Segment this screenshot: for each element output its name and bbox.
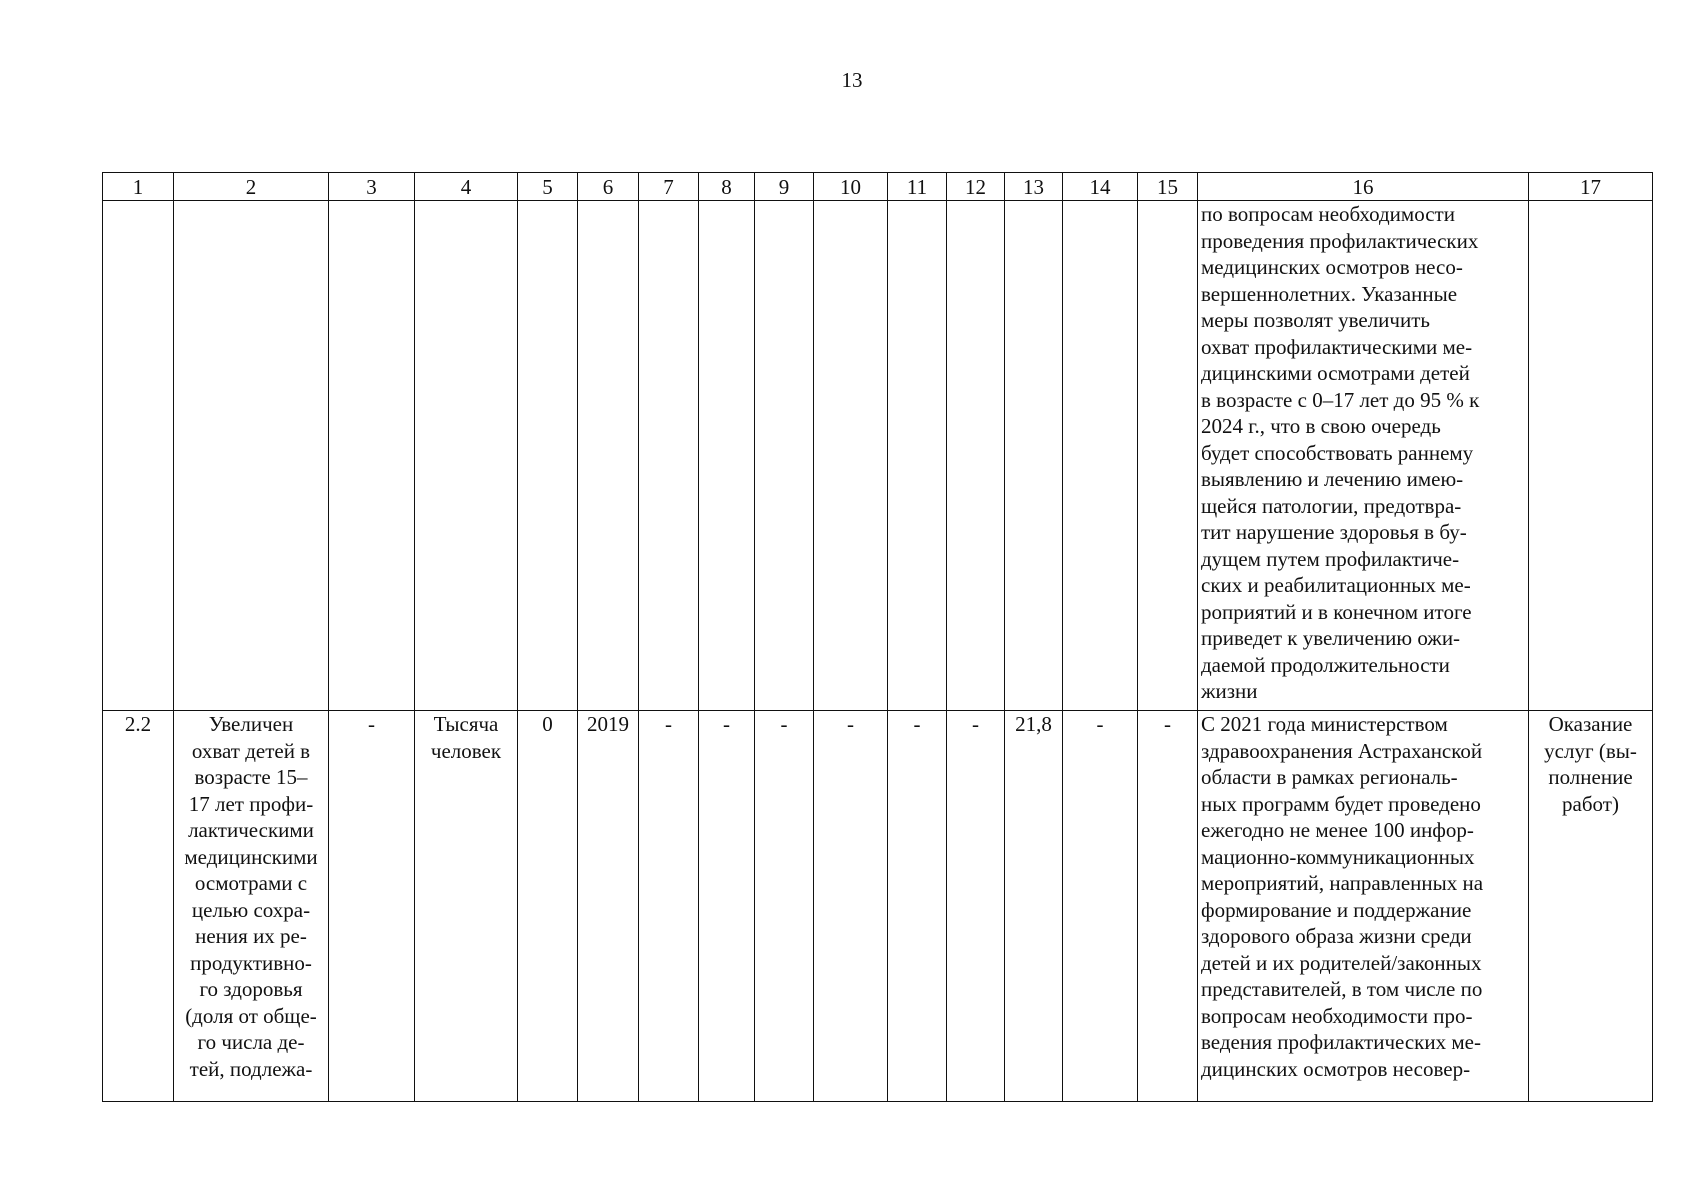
table-cell <box>329 201 415 711</box>
table-cell <box>1005 201 1063 711</box>
table-cell: - <box>888 711 947 1102</box>
column-number: 16 <box>1198 173 1529 201</box>
table-row <box>103 201 1653 711</box>
measure-description-cell: С 2021 года министерством здравоохранения Астраханской области в рамках региональ- ных программ будет проведено ежегодно не менее 100 инфор- мационно-коммуникационных мероприятий, направленных на формирование и поддержание здорового образа жизни среди детей и их родителей/законных представителей, в том числе по вопросам необходимости про- ведения профилактических ме- дицинских осмотров несовер- <box>1198 711 1529 1102</box>
table-cell: - <box>639 711 699 1102</box>
table-cell: - <box>947 711 1005 1102</box>
column-number: 7 <box>639 173 699 201</box>
column-number: 4 <box>415 173 518 201</box>
table-cell <box>415 201 518 711</box>
table-cell <box>699 201 755 711</box>
unit-cell: Тысяча человек <box>415 711 518 1102</box>
table-cell <box>639 201 699 711</box>
column-number: 1 <box>103 173 174 201</box>
table-cell: - <box>329 711 415 1102</box>
base-year-cell: 2019 <box>578 711 639 1102</box>
table-cell <box>1138 201 1198 711</box>
table-header-row <box>103 173 1653 201</box>
indicator-name-cell: Увеличен охват детей в возрасте 15– 17 лет профи- лактическими медицинскими осмотрами с целью сохра- нения их ре- продуктивно- го здоровья (доля от обще- го числа де- тей, подлежа- <box>174 711 329 1102</box>
table-cell <box>888 201 947 711</box>
column-number: 9 <box>755 173 814 201</box>
table-cell <box>103 201 174 711</box>
column-number: 5 <box>518 173 578 201</box>
column-number: 6 <box>578 173 639 201</box>
base-value-cell: 0 <box>518 711 578 1102</box>
table-cell: - <box>755 711 814 1102</box>
column-number: 15 <box>1138 173 1198 201</box>
table-cell: - <box>1138 711 1198 1102</box>
table-cell <box>755 201 814 711</box>
table-cell: - <box>1063 711 1138 1102</box>
measure-description-cell: по вопросам необходимости проведения профилактических медицинских осмотров несо- вершеннолетних. Указанные меры позволят увеличить охват профилактическими ме- дицинскими осмотрами детей в возрасте с 0–17 лет до 95 % к 2024 г., что в свою очередь будет способствовать раннему выявлению и лечению имею- щейся патологии, предотвра- тит нарушение здоровья в бу- дущем путем профилактиче- ских и реабилитационных ме- роприятий и в конечном итоге приведет к увеличению ожи- даемой продолжительности жизни <box>1198 201 1529 711</box>
column-number: 10 <box>814 173 888 201</box>
item-number-cell: 2.2 <box>103 711 174 1102</box>
data-table <box>102 172 1653 1102</box>
table-cell: - <box>814 711 888 1102</box>
column-number: 13 <box>1005 173 1063 201</box>
table-cell: - <box>699 711 755 1102</box>
page-number: 13 <box>841 68 863 92</box>
column-number: 14 <box>1063 173 1138 201</box>
table-cell <box>174 201 329 711</box>
column-number: 3 <box>329 173 415 201</box>
target-value-cell: 21,8 <box>1005 711 1063 1102</box>
column-number: 8 <box>699 173 755 201</box>
table-cell <box>947 201 1005 711</box>
column-number: 12 <box>947 173 1005 201</box>
table-cell <box>1063 201 1138 711</box>
table-cell <box>1529 201 1653 711</box>
column-number: 11 <box>888 173 947 201</box>
table-cell <box>578 201 639 711</box>
column-number: 17 <box>1529 173 1653 201</box>
table-row <box>103 711 1653 1102</box>
column-number: 2 <box>174 173 329 201</box>
service-type-cell: Оказание услуг (вы- полнение работ) <box>1529 711 1653 1102</box>
table-cell <box>814 201 888 711</box>
table-cell <box>518 201 578 711</box>
